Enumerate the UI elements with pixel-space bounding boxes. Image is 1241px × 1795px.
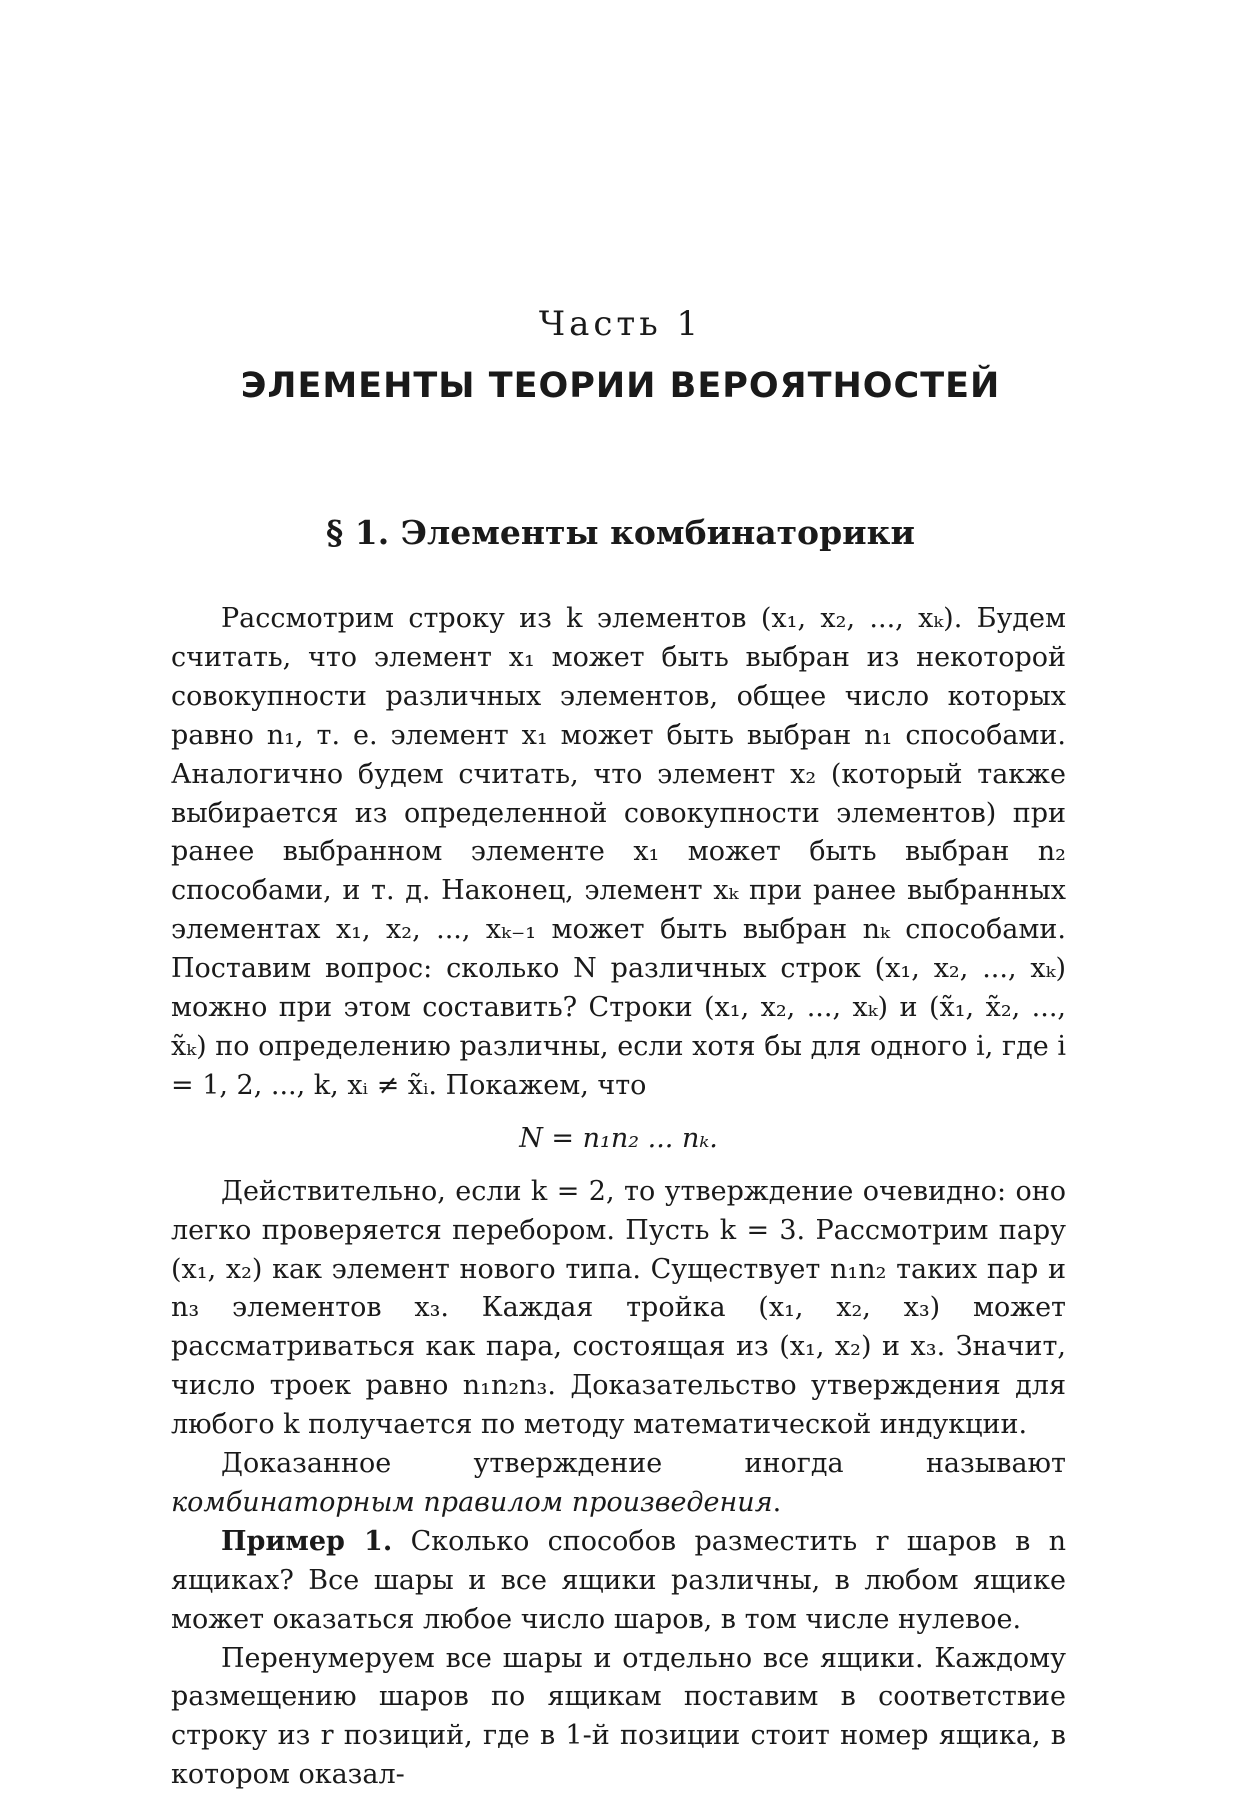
section-title: § 1. Элементы комбинаторики — [326, 513, 915, 552]
paragraph-proof: Действительно, если k = 2, то утверждение очевидно: оно легко проверяется перебором. Пусть k = 3. Рассмотрим пару (x₁, x₂) как элемент нового типа. Существует n₁n₂ таких пар и n₃ элементов x₃. Каждая тройка (x₁, x₂, x₃) может рассматриваться как пара, состоящая из (x₁, x₂) и x₃. Значит, число троек равно n₁n₂n₃. Доказательство утверждения для любого k получается по методу математической индукции. — [171, 1175, 1066, 1441]
definition-end: . — [772, 1486, 782, 1518]
definition-emphasis: комбинаторным правилом произведения — [171, 1486, 773, 1518]
part-title: ЭЛЕМЕНТЫ ТЕОРИИ ВЕРОЯТНОСТЕЙ — [240, 366, 1001, 406]
example-label: Пример 1. — [221, 1525, 393, 1557]
paragraph-example — [171, 1523, 1066, 1640]
part-label: Часть 1 — [538, 304, 703, 344]
paragraph-intro: Рассмотрим строку из k элементов (x₁, x₂, ..., xₖ). Будем считать, что элемент x₁ может быть выбран из некоторой совокупности различных элементов, общее число которых равно n₁, т. е. элемент x₁ может быть выбран n₁ способами. Аналогично будем считать, что элемент x₂ (который также выбирается из определенной совокупности элементов) при ранее выбранном элементе x₁ может быть выбран n₂ способами, и т. д. Наконец, элемент xₖ при ранее выбранных элементах x₁, x₂, ..., xₖ₋₁ может быть выбран nₖ способами. Поставим вопрос: сколько N различных строк (x₁, x₂, ..., xₖ) можно при этом составить? Строки (x₁, x₂, ..., xₖ) и (x̃₁, x̃₂, ..., x̃ₖ) по определению различны, если хотя бы для одного i, где i = 1, 2, ..., k, xᵢ ≠ x̃ᵢ. Покажем, что — [171, 603, 1066, 1101]
formula-product-rule: N = n₁n₂ ... nₖ. — [519, 1122, 718, 1154]
example-text: Сколько способов разместить r шаров в n ящиках? Все шары и все ящики различны, в любом ящике может оказаться любое число шаров, в том числе нулевое. — [171, 1525, 1066, 1635]
body-text — [171, 600, 1066, 1795]
definition-text: Доказанное утверждение иногда называют — [221, 1448, 1066, 1480]
paragraph-definition — [171, 1445, 1066, 1523]
paragraph-solution: Перенумеруем все шары и отдельно все ящики. Каждому размещению шаров по ящикам поставим в соответствие строку из r позиций, где в 1-й позиции стоит номер ящика, в котором оказал- — [171, 1642, 1066, 1791]
